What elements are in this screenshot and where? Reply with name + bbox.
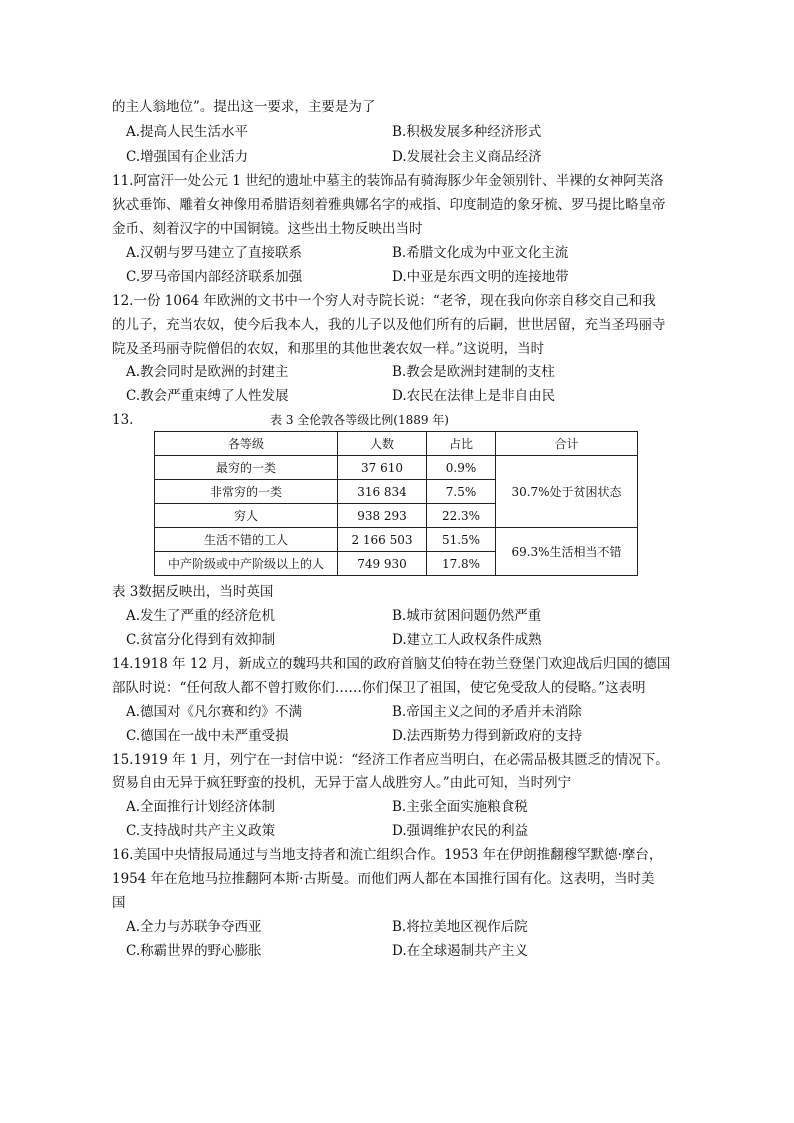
q11-stem-line-3: 金币、刻着汉字的中国铜镜。这些出土物反映出当时 xyxy=(112,221,423,237)
q16-option-d: D.在全球遏制共产主义 xyxy=(392,943,529,959)
q15-stem-line-1: 15.1919 年 1 月，列宁在一封信中说：“经济工作者应当明白，在必需品极其匮乏的情况下。 xyxy=(112,752,669,768)
cell-level: 穷人 xyxy=(155,504,338,528)
q11-option-b: B.希腊文化成为中亚文化主流 xyxy=(392,245,569,261)
q12-option-a: A.教会同时是欧洲的封建主 xyxy=(126,364,289,380)
header-ratio: 占比 xyxy=(427,432,496,456)
q13-option-b: B.城市贫困问题仍然严重 xyxy=(392,608,542,624)
cell-count: 749 930 xyxy=(338,552,427,576)
q15-option-d: D.强调维护农民的利益 xyxy=(392,823,529,839)
q10-option-a: A.提高人民生活水平 xyxy=(126,124,249,140)
q10-stem-tail: 的主人翁地位”。提出这一要求，主要是为了 xyxy=(112,99,376,115)
q13-stem-after: 表 3数据反映出，当时英国 xyxy=(112,584,274,600)
header-level: 各等级 xyxy=(155,432,338,456)
q13-number: 13. xyxy=(112,412,134,428)
q15-option-a: A.全面推行计划经济体制 xyxy=(126,799,276,815)
q16-option-a: A.全力与苏联争夺西亚 xyxy=(126,919,262,935)
q16-stem-line-2: 1954 年在危地马拉推翻阿本斯·古斯曼。而他们两人都在本国推行国有化。这表明，当时美 xyxy=(112,871,655,887)
cell-count: 938 293 xyxy=(338,504,427,528)
q14-stem-line-1: 14.1918 年 12 月，新成立的魏玛共和国的政府首脑艾伯特在勃兰登堡门欢迎战后归国的德国 xyxy=(112,656,671,672)
q12-stem-line-3: 院及圣玛丽寺院僧侣的农奴，和那里的其他世袭农奴一样。”这说明，当时 xyxy=(112,341,545,357)
cell-level: 非常穷的一类 xyxy=(155,480,338,504)
cell-summary-ok: 69.3%生活相当不错 xyxy=(496,528,638,576)
q11-option-a: A.汉朝与罗马建立了直接联系 xyxy=(126,245,303,261)
table-caption: 表 3 全伦敦各等级比例(1889 年) xyxy=(270,413,449,427)
q13-option-c: C.贫富分化得到有效抑制 xyxy=(126,632,276,648)
header-total: 合计 xyxy=(496,432,638,456)
cell-level: 最穷的一类 xyxy=(155,456,338,480)
cell-ratio: 7.5% xyxy=(427,480,496,504)
q15-option-b: B.主张全面实施粮食税 xyxy=(392,799,528,815)
cell-ratio: 0.9% xyxy=(427,456,496,480)
q11-stem-line-2: 狄忒垂饰、雕着女神像用希腊语刻着雅典娜名字的戒指、印度制造的象牙梳、罗马提比略皇帝 xyxy=(112,197,666,213)
cell-ratio: 17.8% xyxy=(427,552,496,576)
cell-count: 2 166 503 xyxy=(338,528,427,552)
q14-option-b: B.帝国主义之间的矛盾并未消除 xyxy=(392,704,582,720)
table-row xyxy=(155,528,638,552)
london-class-table xyxy=(154,431,638,576)
q14-option-c: C.德国在一战中未严重受损 xyxy=(126,728,289,744)
q10-option-d: D.发展社会主义商品经济 xyxy=(392,149,542,165)
q14-stem-line-2: 部队时说：“任何敌人都不曾打败你们……你们保卫了祖国，使它免受敌人的侵略。”这表明 xyxy=(112,680,646,696)
q16-option-c: C.称霸世界的野心膨胀 xyxy=(126,943,262,959)
q11-option-c: C.罗马帝国内部经济联系加强 xyxy=(126,269,303,285)
q12-stem-line-1: 12.一份 1064 年欧洲的文书中一个穷人对寺院长说：“老爷，现在我向你亲自移交自己和我 xyxy=(112,293,656,309)
q16-stem-line-3: 国 xyxy=(112,895,126,911)
q15-option-c: C.支持战时共产主义政策 xyxy=(126,823,276,839)
cell-count: 316 834 xyxy=(338,480,427,504)
q12-option-d: D.农民在法律上是非自由民 xyxy=(392,388,556,404)
q15-stem-line-2: 贸易自由无异于疯狂野蛮的投机，无异于富人战胜穷人。”由此可知，当时列宁 xyxy=(112,775,572,791)
q16-stem-line-1: 16.美国中央情报局通过与当地支持者和流亡组织合作。1953 年在伊朗推翻穆罕默德·摩台， xyxy=(112,847,663,863)
q14-option-a: A.德国对《凡尔赛和约》不满 xyxy=(126,704,303,720)
q10-option-c: C.增强国有企业活力 xyxy=(126,149,249,165)
q10-option-b: B.积极发展多种经济形式 xyxy=(392,124,542,140)
q11-stem-line-1: 11.阿富汗一处公元 1 世纪的遗址中墓主的装饰品有骑海豚少年金领别针、半裸的女神阿芙洛 xyxy=(112,173,664,189)
q13-option-a: A.发生了严重的经济危机 xyxy=(126,608,276,624)
q12-option-b: B.教会是欧洲封建制的支柱 xyxy=(392,364,555,380)
header-count: 人数 xyxy=(338,432,427,456)
cell-count: 37 610 xyxy=(338,456,427,480)
q16-option-b: B.将拉美地区视作后院 xyxy=(392,919,528,935)
q14-option-d: D.法西斯势力得到新政府的支持 xyxy=(392,728,583,744)
cell-summary-poor: 30.7%处于贫困状态 xyxy=(496,456,638,528)
q12-stem-line-2: 的儿子，充当农奴，使今后我本人，我的儿子以及他们所有的后嗣，世世居留，充当圣玛丽寺 xyxy=(112,317,666,333)
q13-option-d: D.建立工人政权条件成熟 xyxy=(392,632,542,648)
cell-level: 生活不错的工人 xyxy=(155,528,338,552)
table-header-row xyxy=(155,432,638,456)
cell-ratio: 22.3% xyxy=(427,504,496,528)
q12-option-c: C.教会严重束缚了人性发展 xyxy=(126,388,289,404)
q11-option-d: D.中亚是东西文明的连接地带 xyxy=(392,269,569,285)
cell-ratio: 51.5% xyxy=(427,528,496,552)
cell-level: 中产阶级或中产阶级以上的人 xyxy=(155,552,338,576)
table-row xyxy=(155,456,638,480)
